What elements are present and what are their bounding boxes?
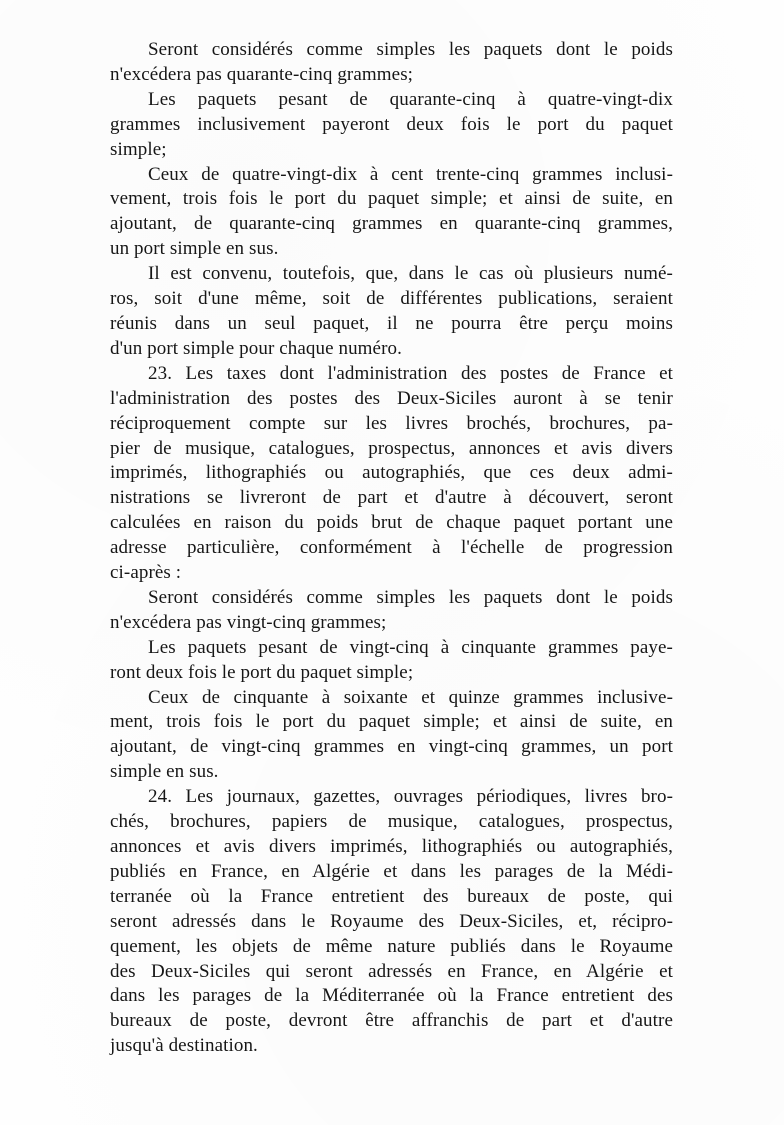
- paragraph: [110, 362, 673, 586]
- text-line: n'excédera pas quarante-cinq grammes;: [110, 63, 414, 85]
- text-line: un port simple en sus.: [110, 238, 279, 260]
- text-line: Ceux de cinquante à soixante et quinze grammes inclusive-: [148, 686, 673, 708]
- paragraph: [110, 686, 673, 786]
- text-line: imprimés, lithographiés ou autographiés, que ces deux admi-: [110, 462, 673, 484]
- text-line: dans les parages de la Méditerranée où la France entretient des: [110, 985, 673, 1007]
- text-line: ci-après :: [110, 562, 182, 584]
- paragraph: [110, 262, 673, 362]
- text-line: Ceux de quatre-vingt-dix à cent trente-cinq grammes inclusi-: [148, 163, 673, 185]
- text-line: réciproquement compte sur les livres brochés, brochures, pa-: [110, 412, 673, 434]
- text-line: grammes inclusivement payeront deux fois le port du paquet: [110, 113, 673, 135]
- text-line: Les paquets pesant de quarante-cinq à quatre-vingt-dix: [148, 88, 673, 110]
- text-line: simple;: [110, 138, 167, 160]
- text-line: nistrations se livreront de part et d'autre à découvert, seront: [110, 487, 673, 509]
- text-line: n'excédera pas vingt-cinq grammes;: [110, 611, 387, 633]
- text-line: Seront considérés comme simples les paquets dont le poids: [148, 586, 673, 608]
- document-text: [110, 38, 673, 1059]
- text-line: Seront considérés comme simples les paquets dont le poids: [148, 39, 673, 60]
- text-line: terranée où la France entretient des bureaux de poste, qui: [110, 885, 673, 907]
- paragraph: [110, 785, 673, 1059]
- text-line: adresse particulière, conformément à l'échelle de progression: [110, 537, 673, 559]
- text-line: 23. Les taxes dont l'administration des postes de France et: [148, 362, 673, 384]
- text-line: annonces et avis divers imprimés, lithographiés ou autographiés,: [110, 836, 673, 857]
- paragraph: [110, 163, 673, 263]
- text-line: simple en sus.: [110, 761, 219, 783]
- text-line: ros, soit d'une même, soit de différentes publications, seraient: [110, 288, 673, 310]
- paragraph: [110, 88, 673, 163]
- text-line: calculées en raison du poids brut de chaque paquet portant une: [110, 512, 673, 534]
- text-line: chés, brochures, papiers de musique, catalogues, prospectus,: [110, 811, 673, 833]
- text-line: vement, trois fois le port du paquet simple; et ainsi de suite, en: [110, 188, 673, 210]
- text-line: pier de musique, catalogues, prospectus, annonces et avis divers: [110, 437, 673, 459]
- text-line: l'administration des postes des Deux-Siciles auront à se tenir: [110, 387, 673, 409]
- paragraph: [110, 38, 673, 88]
- text-line: ment, trois fois le port du paquet simple; et ainsi de suite, en: [110, 711, 673, 733]
- text-line: Il est convenu, toutefois, que, dans le cas où plusieurs numé-: [148, 263, 673, 285]
- text-line: réunis dans un seul paquet, il ne pourra être perçu moins: [110, 312, 673, 334]
- text-line: Les paquets pesant de vingt-cinq à cinquante grammes paye-: [148, 636, 673, 658]
- text-line: bureaux de poste, devront être affranchis de part et d'autre: [110, 1010, 673, 1032]
- paragraph: [110, 636, 673, 686]
- text-line: quement, les objets de même nature publiés dans le Royaume: [110, 935, 673, 957]
- text-line: publiés en France, en Algérie et dans les parages de la Médi-: [110, 860, 673, 882]
- text-line: d'un port simple pour chaque numéro.: [110, 337, 402, 359]
- text-line: jusqu'à destination.: [110, 1035, 258, 1057]
- text-line: 24. Les journaux, gazettes, ouvrages périodiques, livres bro-: [148, 786, 673, 808]
- text-line: ajoutant, de vingt-cinq grammes en vingt-cinq grammes, un port: [110, 736, 673, 758]
- text-line: ront deux fois le port du paquet simple;: [110, 661, 414, 683]
- text-line: seront adressés dans le Royaume des Deux-Siciles, et, récipro-: [110, 910, 673, 932]
- paragraph: [110, 586, 673, 636]
- text-line: ajoutant, de quarante-cinq grammes en quarante-cinq grammes,: [110, 213, 673, 235]
- text-line: des Deux-Siciles qui seront adressés en France, en Algérie et: [110, 960, 673, 982]
